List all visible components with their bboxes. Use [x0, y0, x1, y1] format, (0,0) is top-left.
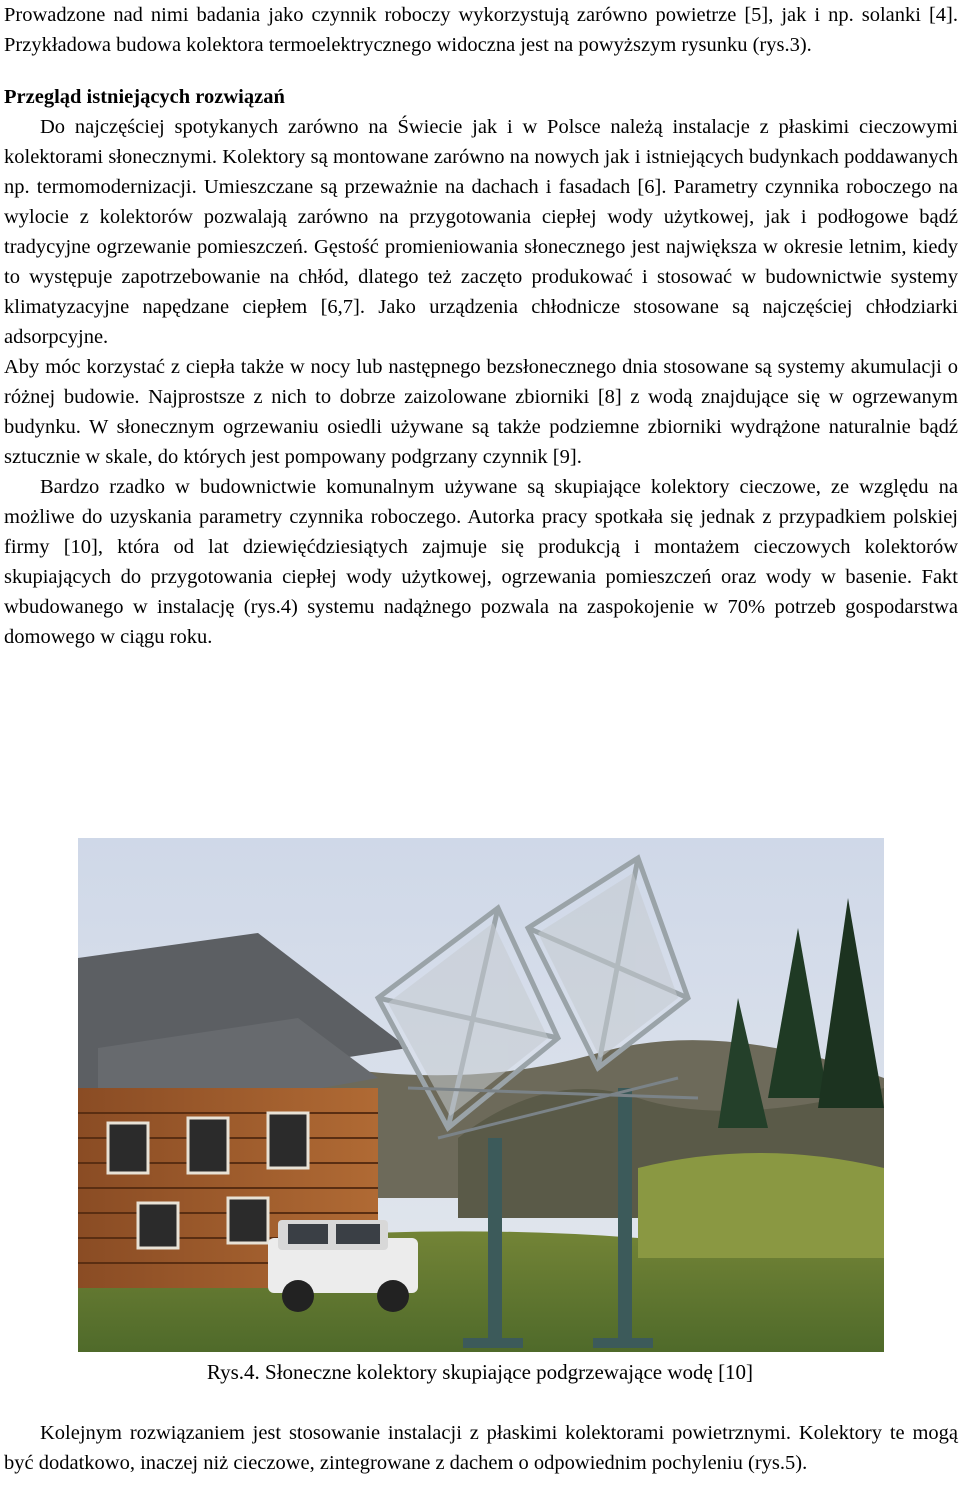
photo-illustration	[78, 838, 884, 1352]
figure-photo-solar-collectors	[78, 838, 884, 1352]
paragraph-air-collectors-wrapper	[4, 1418, 958, 1478]
paragraph-storage-systems: Aby móc korzystać z ciepła także w nocy lub następnego bezsłonecznego dnia stosowane są systemy akumulacji o różnej budowie. Najprostsze z nich to dobrze zaizolowane zbiorniki [8] z wodą znajdujące się w ogrzewanym budynku. W słonecznym ogrzewaniu osiedli używane są także podziemne zbiorniki wydrążone naturalnie bądź sztucznie w skale, do których jest pompowany podgrzany czynnik [9].	[4, 356, 958, 468]
figure-caption: Rys.4. Słoneczne kolektory skupiające podgrzewające wodę [10]	[206, 1360, 754, 1384]
paragraph-intro: Prowadzone nad nimi badania jako czynnik roboczy wykorzystują zarówno powietrze [5], jak i np. solanki [4]. Przykładowa budowa kolektora termoelektrycznego widoczna jest na powyższym rysunku (rys.3).	[4, 4, 958, 56]
paragraph-concentrating-collectors: Bardzo rzadko w budownictwie komunalnym używane są skupiające kolektory cieczowe, ze względu na możliwe do uzyskania parametry czynnika roboczego. Autorka pracy spotkała się jednak z przypadkiem polskiej firmy [10], która od lat dziewięćdziesiątych zajmuje się produkcją i montażem cieczowych kolektorów skupiających do przygotowania ciepłej wody użytkowej, ogrzewania pomieszczeń oraz wody w basenie. Fakt wbudowanego w instalację (rys.4) systemu nadążnego pozwala na zaspokojenie w 70% potrzeb gospodarstwa domowego w ciągu roku.	[4, 476, 958, 648]
paragraph-air-collectors: Kolejnym rozwiązaniem jest stosowanie instalacji z płaskimi kolektorami powietrznymi. Kolektory te mogą być dodatkowo, inaczej niż cieczowe, zintegrowane z dachem o odpowiednim pochyleniu (rys.5).	[4, 1422, 958, 1474]
section-heading: Przegląd istniejących rozwiązań	[4, 86, 285, 108]
paragraph-existing-solutions: Do najczęściej spotykanych zarówno na Świecie jak i w Polsce należą instalacje z płaskimi cieczowymi kolektorami słonecznymi. Kolektory są montowane zarówno na nowych jak i istniejących budynkach poddawanych np. termomodernizacji. Umieszczane są przeważnie na dachach i fasadach [6]. Parametry czynnika roboczego na wylocie z kolektorów pozwalają zarówno na przygotowania ciepłej wody użytkowej, jak i podłogowe bądź tradycyjne ogrzewanie pomieszczeń. Gęstość promieniowania słonecznego jest największa w okresie letnim, kiedy to występuje zapotrzebowanie na chłód, dlatego też zaczęto produkować i stosować w budownictwie systemy klimatyzacyjne napędzane ciepłem [6,7]. Jako urządzenia chłodnicze stosowane są najczęściej chłodziarki adsorpcyjne.	[4, 116, 958, 348]
